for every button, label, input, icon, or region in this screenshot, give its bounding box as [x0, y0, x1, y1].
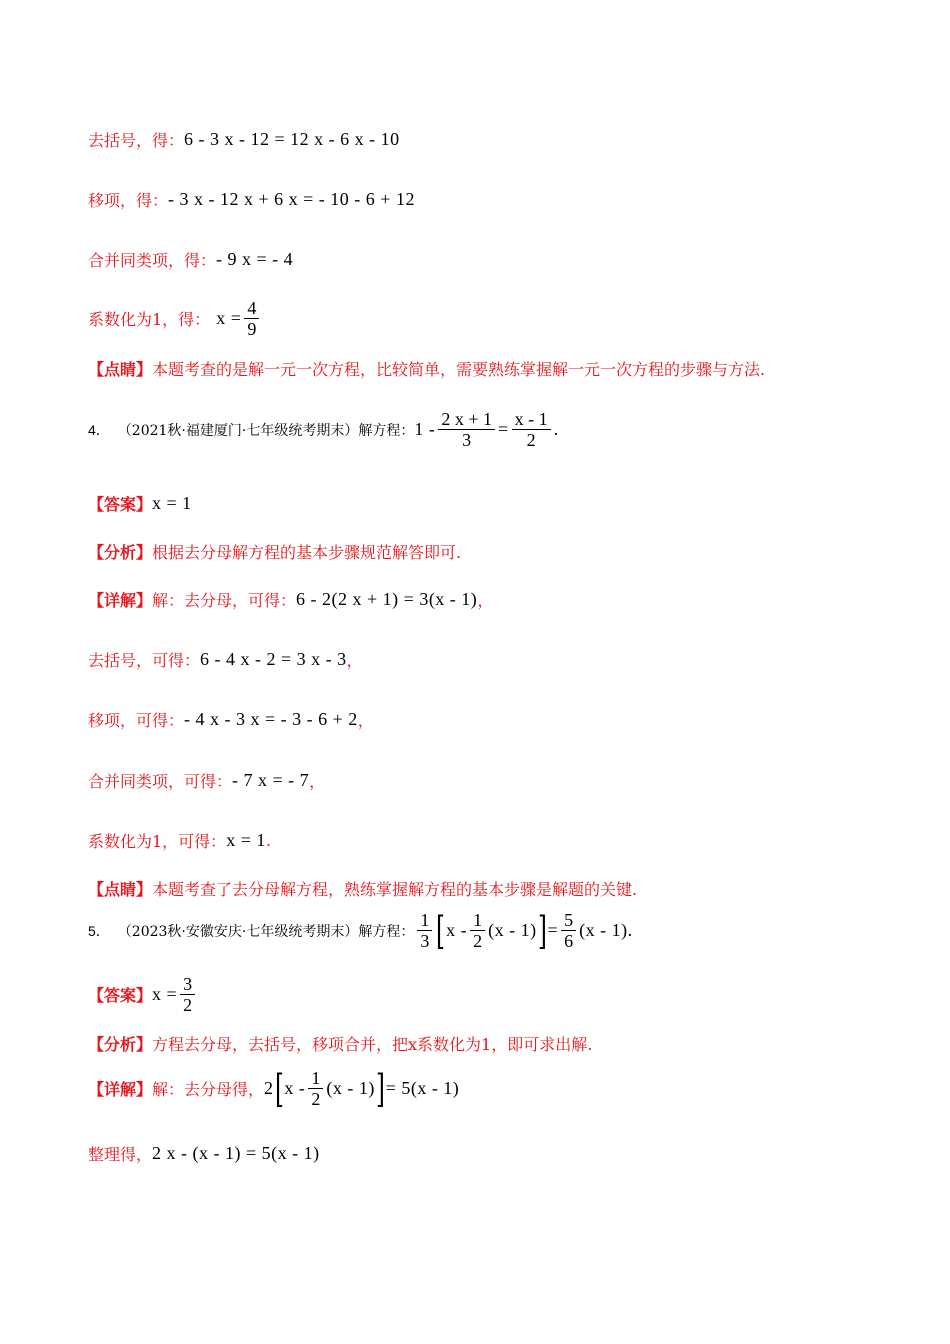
- fraction-denominator: 2: [183, 995, 193, 1015]
- eq-lead: 1 -: [414, 419, 436, 439]
- analysis-text: 根据去分母解方程的基本步骤规范解答即可.: [152, 543, 462, 562]
- fraction: [180, 974, 195, 1015]
- step-end: .: [265, 831, 271, 850]
- answer-tag: 【答案】: [88, 986, 153, 1005]
- fraction-denominator: 2: [526, 430, 536, 450]
- fraction-numerator: 2 x + 1: [438, 409, 495, 430]
- step-transpose: [88, 188, 415, 211]
- q4-note: [88, 877, 637, 900]
- fraction-numerator: 3: [180, 974, 195, 995]
- fraction: [438, 409, 495, 450]
- eq-end: .: [553, 419, 559, 439]
- detail-lead: x -: [284, 1078, 306, 1098]
- note-text: 本题考查了去分母解方程，熟练掌握解方程的基本步骤是解题的关键.: [152, 880, 638, 899]
- step-combine: [88, 248, 293, 271]
- step-math: - 7 x = - 7: [232, 770, 310, 790]
- q4-step-3: [88, 769, 325, 792]
- note-text: 本题考查的是解一元一次方程，比较简单，需要熟练掌握解一元一次方程的步骤与方法.: [152, 360, 766, 379]
- detail-end: ，: [477, 591, 494, 610]
- fraction: [417, 910, 432, 951]
- step-math: - 3 x - 12 x + 6 x = - 10 - 6 + 12: [168, 189, 415, 209]
- analysis-tag: 【分析】: [88, 1035, 153, 1054]
- q5-answer: [88, 974, 198, 1015]
- step-math: 6 - 3 x - 12 = 12 x - 6 x - 10: [184, 129, 400, 149]
- fraction: [244, 298, 259, 339]
- step-end: ，: [309, 772, 326, 791]
- q4-detail: [88, 588, 493, 611]
- eq-sign: =: [547, 920, 559, 940]
- step-label: 移项，可得：: [88, 711, 185, 730]
- detail-coef: 2: [264, 1078, 274, 1098]
- question-number: 4．: [88, 421, 110, 438]
- answer-math: x = 1: [152, 493, 192, 513]
- simplify-math: 2 x - (x - 1) = 5(x - 1): [152, 1143, 320, 1163]
- step-label: 去括号，得：: [88, 131, 185, 150]
- fraction: [561, 910, 576, 951]
- analysis-tag: 【分析】: [88, 543, 153, 562]
- q4-analysis: [88, 540, 461, 563]
- step-coefficient: [88, 298, 262, 339]
- fraction-denominator: 9: [247, 319, 257, 339]
- question-source: （2021秋·福建厦门·七年级统考期末）解方程：: [117, 422, 415, 439]
- fraction-denominator: 3: [420, 931, 430, 951]
- answer-prefix: x =: [152, 984, 178, 1004]
- question-number: 5．: [88, 922, 110, 939]
- fraction-denominator: 2: [311, 1089, 321, 1109]
- eq-sign: =: [497, 419, 509, 439]
- step-label: 系数化为1，可得：: [88, 832, 227, 851]
- step-label: 系数化为1，得：: [88, 310, 211, 329]
- answer-tag: 【答案】: [88, 495, 153, 514]
- step-label: 去括号，可得：: [88, 651, 201, 670]
- step-end: ，: [346, 651, 363, 670]
- fraction-numerator: 5: [561, 910, 576, 931]
- step-label: 合并同类项，可得：: [88, 772, 233, 791]
- step-label: 合并同类项，得：: [88, 251, 217, 270]
- note-tag: 【点睛】: [88, 880, 153, 899]
- fraction: [512, 409, 551, 450]
- step-label: 移项，得：: [88, 191, 169, 210]
- q4-step-4: [88, 829, 271, 852]
- fraction-numerator: 1: [308, 1068, 323, 1089]
- detail-tag: 【详解】: [88, 1080, 153, 1099]
- step-math: x = 1: [226, 830, 266, 850]
- left-square-bracket: [: [274, 1066, 284, 1111]
- step-math: - 9 x = - 4: [216, 249, 294, 269]
- q4-answer: [88, 492, 192, 515]
- note-tag: 【点睛】: [88, 360, 153, 379]
- question-4: [88, 409, 559, 450]
- fraction-denominator: 6: [564, 931, 574, 951]
- detail-math: 6 - 2(2 x + 1) = 3(x - 1): [296, 589, 478, 609]
- note-line: [88, 357, 765, 380]
- q5-detail: [88, 1068, 459, 1109]
- step-math: - 4 x - 3 x = - 3 - 6 + 2: [184, 709, 358, 729]
- left-square-bracket: [: [436, 908, 446, 953]
- inner-lead: x -: [446, 920, 468, 940]
- question-5: [88, 910, 633, 951]
- detail-label: 解：去分母，可得：: [152, 591, 297, 610]
- q4-step-2: [88, 708, 374, 731]
- step-math: 6 - 4 x - 2 = 3 x - 3: [200, 649, 347, 669]
- fraction-numerator: 1: [470, 910, 485, 931]
- fraction-numerator: 1: [417, 910, 432, 931]
- step-math: x =: [216, 308, 242, 328]
- fraction-numerator: 4: [244, 298, 259, 319]
- q5-analysis: [88, 1032, 592, 1055]
- fraction-denominator: 3: [462, 430, 472, 450]
- right-square-bracket: ]: [537, 908, 547, 953]
- detail-paren: (x - 1): [326, 1078, 375, 1098]
- step-end: ，: [357, 711, 374, 730]
- fraction-denominator: 2: [473, 931, 483, 951]
- fraction: [308, 1068, 323, 1109]
- detail-rhs: = 5(x - 1): [385, 1078, 460, 1098]
- right-square-bracket: ]: [375, 1066, 385, 1111]
- question-source: （2023秋·安徽安庆·七年级统考期末）解方程：: [117, 923, 415, 940]
- rhs-paren: (x - 1).: [579, 920, 633, 940]
- detail-tag: 【详解】: [88, 591, 153, 610]
- analysis-text: 方程去分母，去括号，移项合并，把x系数化为1，即可求出解.: [152, 1035, 593, 1054]
- inner-paren: (x - 1): [488, 920, 537, 940]
- q5-simplify: [88, 1142, 320, 1165]
- detail-label: 解：去分母得，: [152, 1080, 265, 1099]
- fraction: [470, 910, 485, 951]
- simplify-label: 整理得，: [88, 1145, 153, 1164]
- step-remove-brackets: [88, 128, 400, 151]
- fraction-numerator: x - 1: [512, 409, 551, 430]
- q4-step-1: [88, 648, 363, 671]
